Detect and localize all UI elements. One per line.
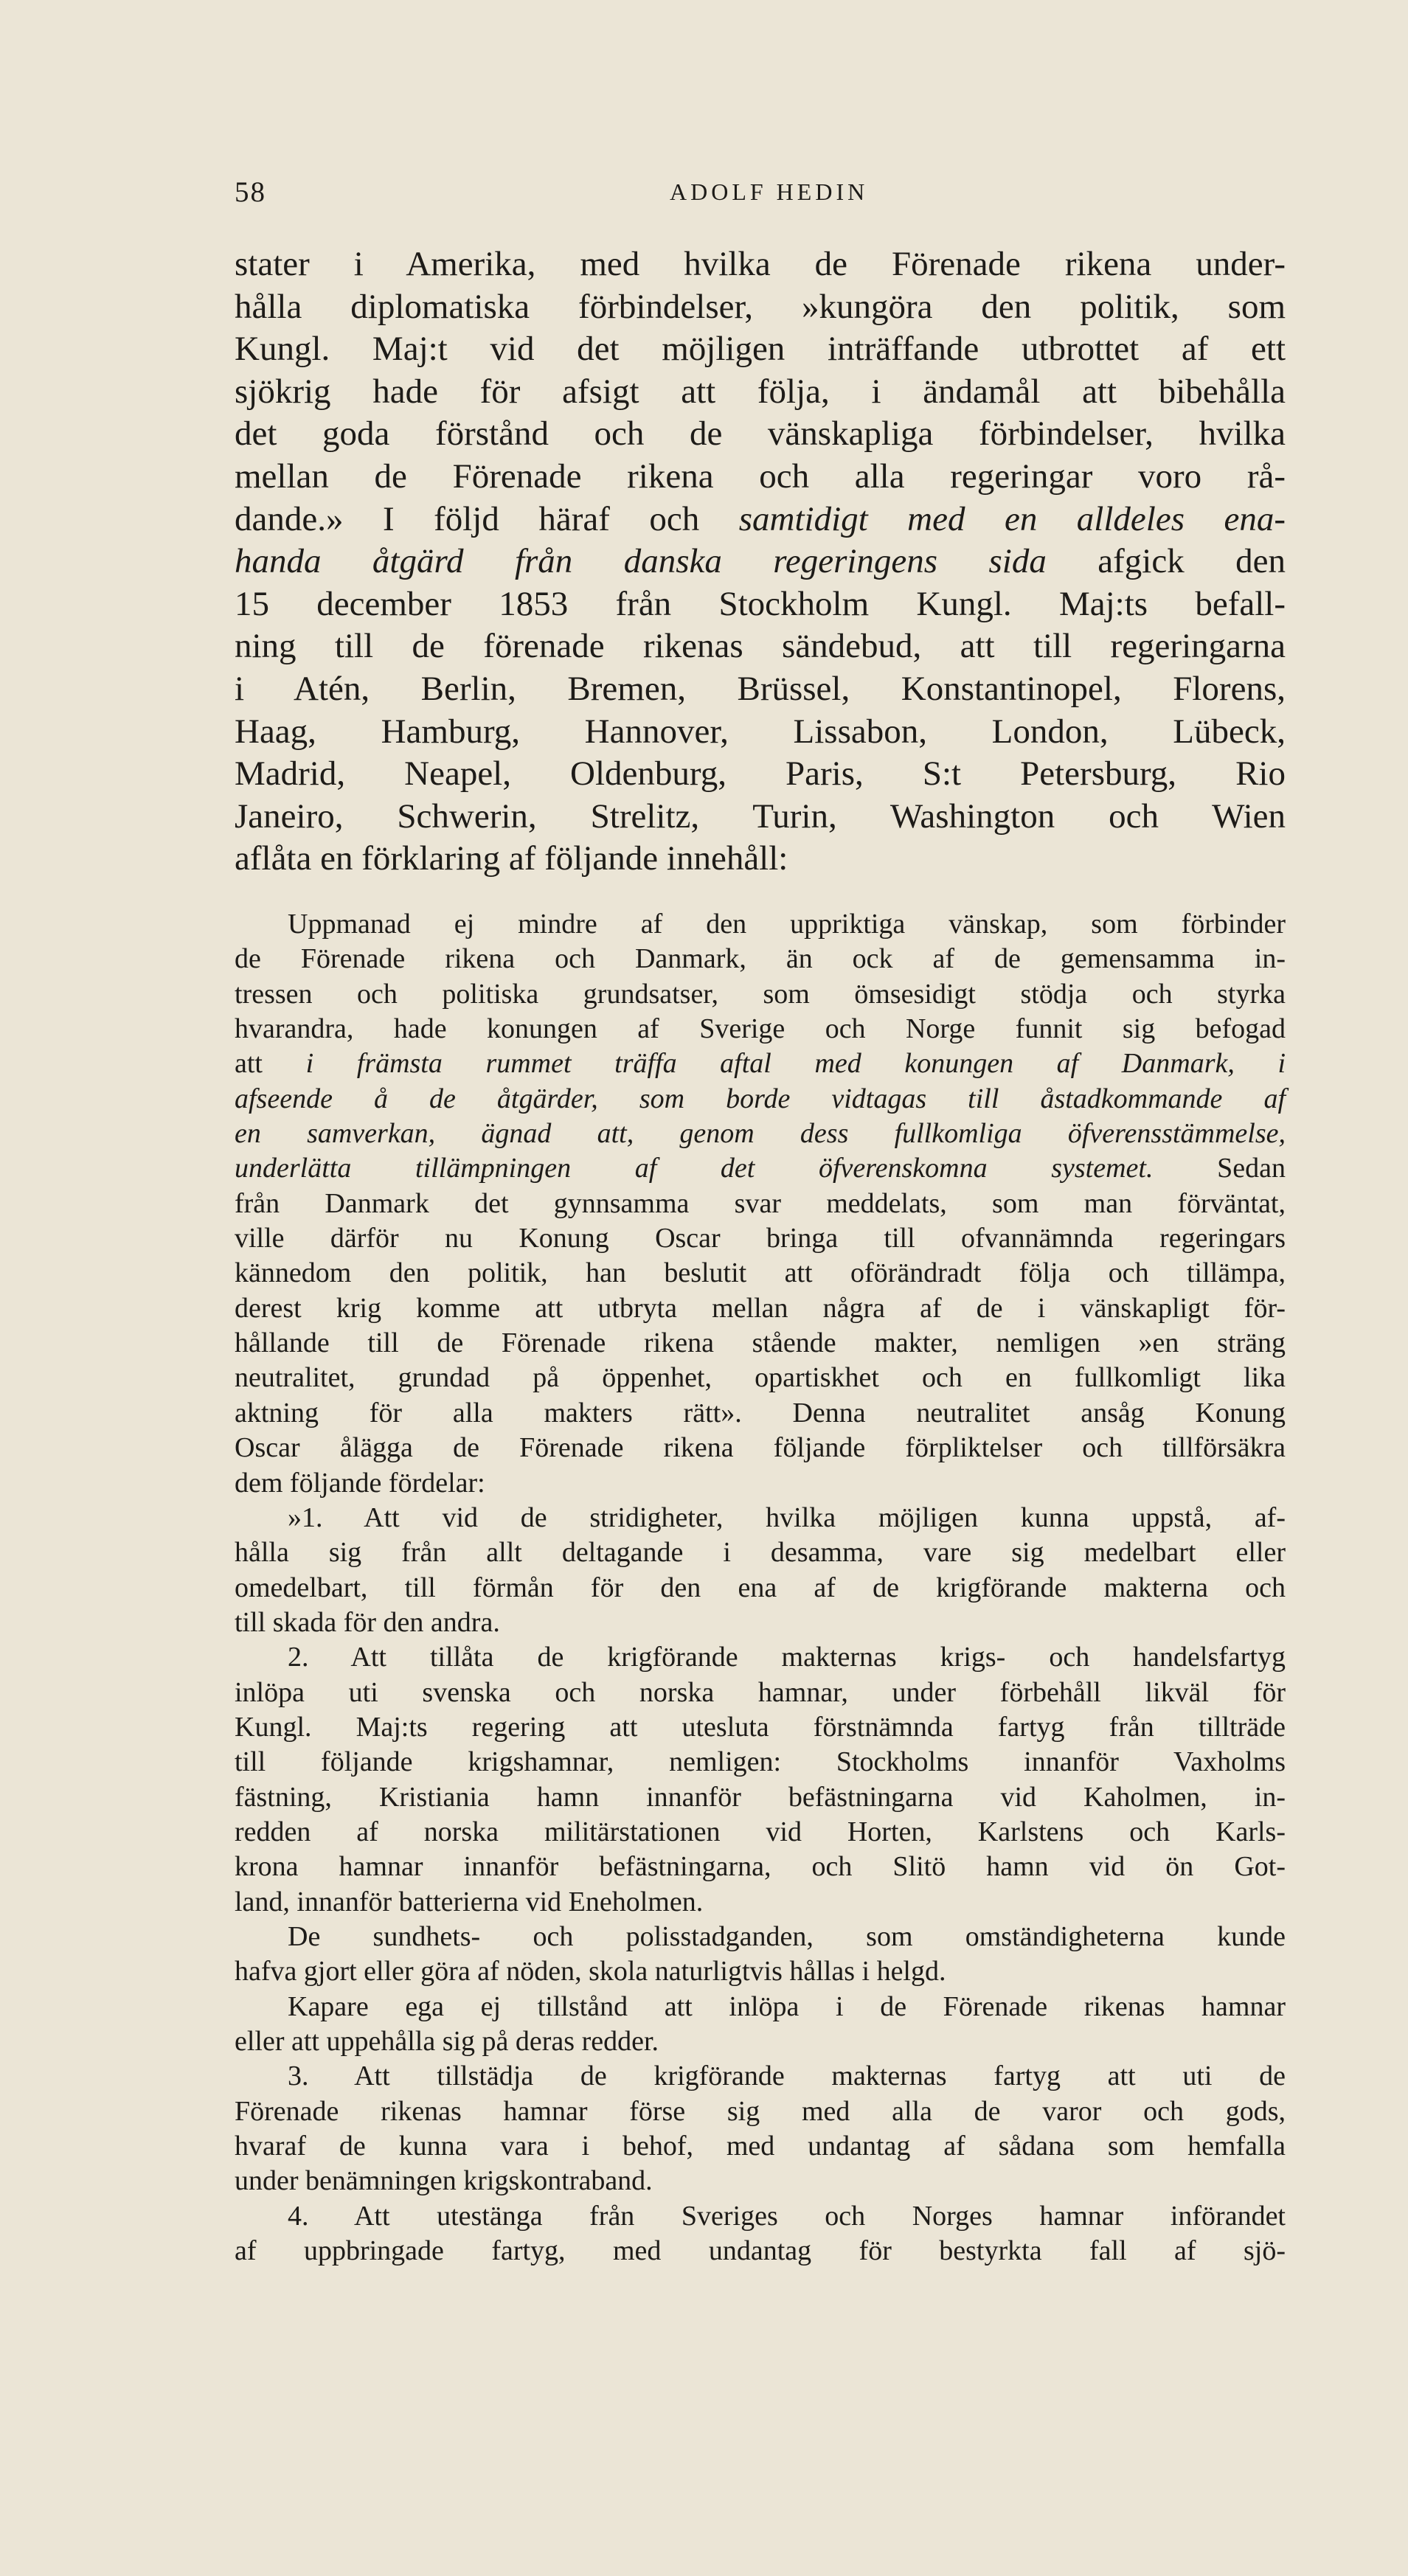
body-line: hålla diplomatiska förbindelser, »kungöra den politik, som (235, 287, 1286, 326)
quote-line: till skada för den andra. (235, 1606, 500, 1638)
main-paragraph (235, 243, 1286, 881)
quote-line: från Danmark det gynnsamma svar meddelats, som man förväntat, (235, 1187, 1286, 1219)
quote-line: fästning, Kristiania hamn innanför befästningarna vid Kaholmen, in- (235, 1781, 1286, 1813)
body-line: Janeiro, Schwerin, Strelitz, Turin, Washington och Wien (235, 796, 1286, 836)
page-number: 58 (235, 176, 266, 208)
text-span: dande.» I följd häraf och (235, 499, 739, 538)
body-line: Haag, Hamburg, Hannover, Lissabon, London, Lübeck, (235, 712, 1286, 751)
quote-line: De sundhets- och polisstadganden, som omständigheterna kunde (288, 1920, 1286, 1952)
body-line: stater i Amerika, med hvilka de Förenade rikena under- (235, 245, 1286, 283)
body-line: sjökrig hade för afsigt att följa, i ändamål att bibehålla (235, 372, 1286, 411)
text-span: att (235, 1048, 306, 1080)
quote-line: till följande krigshamnar, nemligen: Stockholms innanför Vaxholms (235, 1746, 1286, 1778)
quote-line: »1. Att vid de stridigheter, hvilka möjligen kunna uppstå, af- (288, 1501, 1286, 1533)
body-line (235, 541, 1286, 583)
body-line: mellan de Förenade rikena och alla regeringar voro rå- (235, 456, 1286, 496)
body-line: ning till de förenade rikenas sändebud, att till regeringarna (235, 627, 1286, 666)
body-line: Kungl. Maj:t vid det möjligen inträffande utbrottet af ett (235, 330, 1286, 369)
quote-line: derest krig komme att utbryta mellan några af de i vänskapligt för- (235, 1292, 1286, 1324)
quote-line: Kungl. Maj:ts regering att utesluta förstnämnda fartyg från tillträde (235, 1711, 1286, 1743)
quote-line: de Förenade rikena och Danmark, än ock af de gemensamma in- (235, 943, 1286, 975)
quote-line: Kapare ega ej tillstånd att inlöpa i de Förenade rikenas hamnar (288, 1990, 1286, 2022)
body-line: aflåta en förklaring af följande innehåll: (235, 839, 788, 878)
quote-line (235, 1117, 1286, 1151)
text-span: Sedan (1153, 1153, 1286, 1184)
quote-line: dem följande fördelar: (235, 1467, 485, 1499)
quote-line: inlöpa uti svenska och norska hamnar, under förbehåll likväl för (235, 1676, 1286, 1708)
quote-line: land, innanför batterierna vid Eneholmen. (235, 1886, 704, 1917)
italic-span: underlätta tillämpningen af det öfverenskomna systemet. (235, 1153, 1154, 1184)
quote-line: hållande till de Förenade rikena stående makter, nemligen »en sträng (235, 1327, 1286, 1359)
quote-line: eller att uppehålla sig på deras redder. (235, 2026, 659, 2057)
quote-line: redden af norska militärstationen vid Horten, Karlstens och Karls- (235, 1816, 1286, 1847)
quote-line (235, 1082, 1286, 1117)
quote-line: 3. Att tillstädja de krigförande makternas fartyg att uti de (288, 2061, 1286, 2092)
italic-span: i främsta rummet träffa aftal med konungen af Danmark, i (305, 1048, 1286, 1080)
quote-line: omedelbart, till förmån för den ena af de krigförande makterna och (235, 1572, 1286, 1603)
body-line (235, 499, 1286, 541)
quote-line: Uppmanad ej mindre af den uppriktiga vänskap, som förbinder (288, 909, 1286, 940)
quote-line: 2. Att tillåta de krigförande makternas krigs- och handelsfartyg (288, 1642, 1286, 1673)
quote-line: 4. Att utestänga från Sveriges och Norges hamnar införandet (288, 2200, 1286, 2232)
quote-line: af uppbringade fartyg, med undantag för bestyrkta fall af sjö- (235, 2235, 1286, 2267)
quote-line: neutralitet, grundad på öppenhet, opartiskhet och en fullkomligt lika (235, 1362, 1286, 1394)
text-span: afgick den (1046, 542, 1286, 581)
quote-line: hvarandra, hade konungen af Sverige och Norge funnit sig befogad (235, 1013, 1286, 1045)
running-head: ADOLF HEDIN (670, 178, 869, 205)
body-line: 15 december 1853 från Stockholm Kungl. Maj:ts befall- (235, 584, 1286, 623)
quote-line: kännedom den politik, han beslutit att oförändradt följa och tillämpa, (235, 1257, 1286, 1289)
quote-line: Oscar ålägga de Förenade rikena följande förpliktelser och tillförsäkra (235, 1432, 1286, 1464)
quote-line (235, 1151, 1286, 1186)
body-line: i Atén, Berlin, Bremen, Brüssel, Konstantinopel, Florens, (235, 669, 1286, 708)
quote-line: hålla sig från allt deltagande i desamma, vare sig medelbart eller (235, 1537, 1286, 1569)
italic-span: handa åtgärd från danska regeringens sida (235, 542, 1047, 581)
italic-span: afseende å de åtgärder, som borde vidtagas till åstadkommande af (235, 1083, 1286, 1114)
quote-line: tressen och politiska grundsatser, som ömsesidigt stödja och styrka (235, 978, 1286, 1010)
quote-line: ville därför nu Konung Oscar bringa till ofvannämnda regeringars (235, 1223, 1286, 1254)
body-line: det goda förstånd och de vänskapliga förbindelser, hvilka (235, 414, 1286, 454)
italic-span: en samverkan, ägnad att, genom dess fullkomliga öfverensstämmelse, (235, 1118, 1286, 1150)
quote-line: aktning för alla makters rätt». Denna neutralitet ansåg Konung (235, 1397, 1286, 1428)
page-header (235, 176, 1286, 212)
quote-line: Förenade rikenas hamnar förse sig med alla de varor och gods, (235, 2095, 1286, 2127)
italic-span: samtidigt med en alldeles ena- (738, 499, 1286, 538)
quote-line: hafva gjort eller göra af nöden, skola naturligtvis hållas i helgd. (235, 1956, 946, 1987)
quote-line (235, 1046, 1286, 1081)
quote-line: krona hamnar innanför befästningarna, och Slitö hamn vid ön Got- (235, 1851, 1286, 1883)
quote-line: hvaraf de kunna vara i behof, med undantag af sådana som hemfalla (235, 2131, 1286, 2162)
quoted-declaration (235, 907, 1286, 2268)
quote-line: under benämningen krigskontraband. (235, 2165, 653, 2197)
body-line: Madrid, Neapel, Oldenburg, Paris, S:t Petersburg, Rio (235, 754, 1286, 794)
